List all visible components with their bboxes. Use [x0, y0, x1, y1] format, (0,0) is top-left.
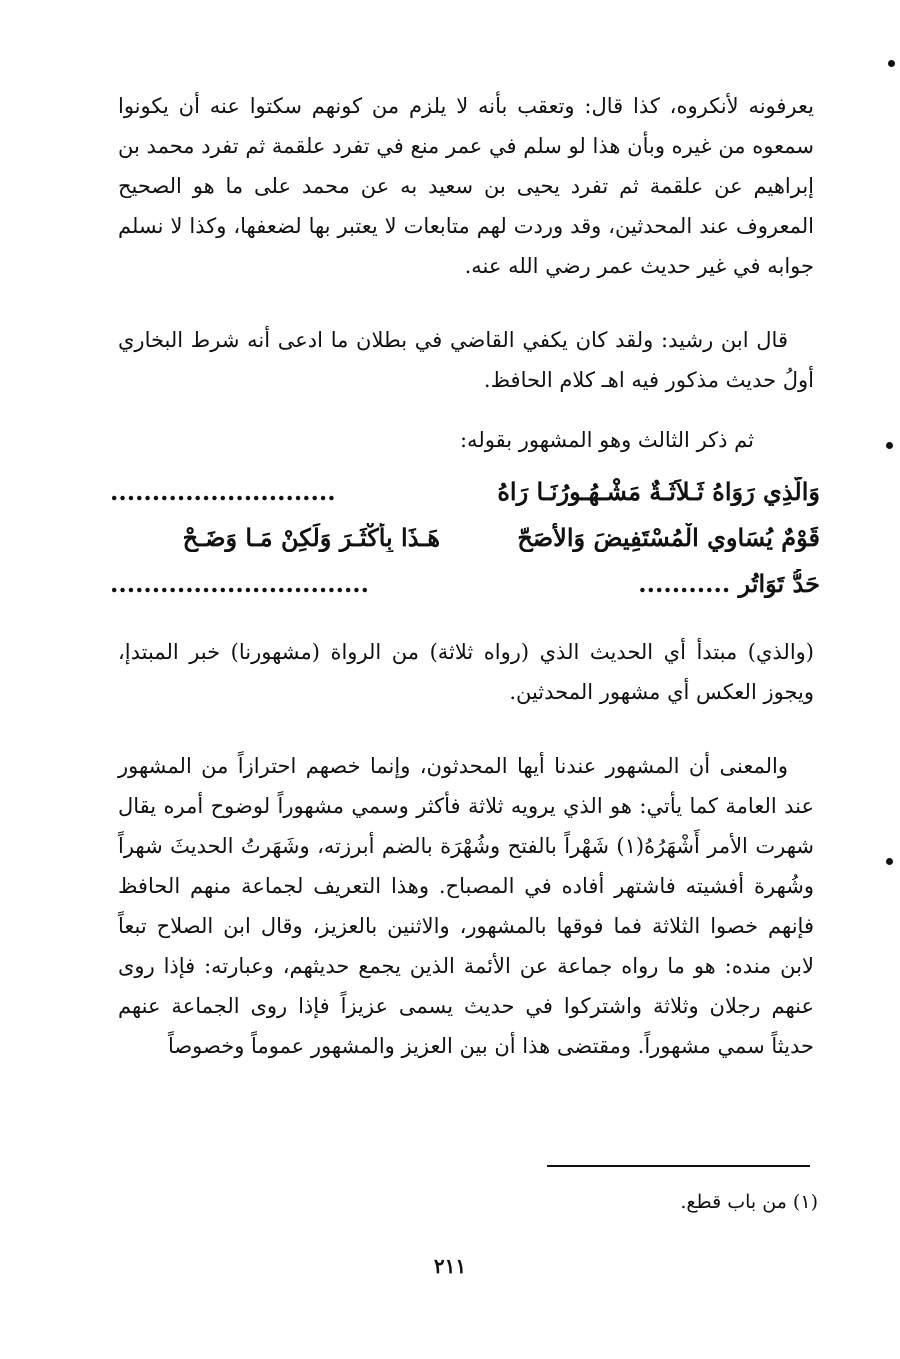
- verse-line-1: [110, 468, 820, 514]
- footnote: (١) من باب قطع.: [680, 1191, 818, 1213]
- verse-line-2-second-hemistich: هَـذَا بِأَكْثَـرَ وَلَكِنْ مَـا وَضَـحْ: [182, 522, 440, 552]
- verse-line-3-first-hemistich: حَدُّ تَوَاتُرٍ ...........: [638, 568, 820, 598]
- verse-block: [110, 468, 820, 606]
- paragraph-mashhur-definition: والمعنى أن المشهور عندنا أيها المحدثون، وإنما خصهم احترازاً من المشهور عند العامة كما يأتي: هو الذي يرويه ثلاثة فأكثر وسمي مشهوراً لوضوح أمره يقال شهرت الأمر أَشْهَرُهُ(١) شَهْراً بالفتح وشُهْرَة بالضم أبرزته، وشَهَرتُ الحديثَ شهراً وشُهرة أفشيته فاشتهر أفاده في المصباح. وهذا التعريف لجماعة منهم الحافظ فإنهم خصوا الثلاثة فما فوقها بالمشهور، والاثنين بالعزيز، وقال ابن الصلاح تبعاً لابن منده: هو ما رواه جماعة عن الأئمة الذين يجمع حديثهم، وعبارته: فإذا روى عنهم رجلان وثلاثة واشتركوا في حديث يسمى عزيزاً فإذا روى الجماعة عنهم حديثاً سمي مشهوراً. ومقتضى هذا أن بين العزيز والمشهور عموماً وخصوصاً: [118, 754, 814, 1058]
- margin-dot-middle: [886, 442, 893, 449]
- page-number: ٢١١: [433, 1254, 467, 1278]
- verse-line-1-first-hemistich: وَالَّذِي رَوَاهُ ثَـلاَثَـةٌ مَشْـهُـورُنَـا رَاهُ: [497, 476, 820, 506]
- footnote-divider: [547, 1165, 810, 1167]
- paragraph-ibn-rushayd: قال ابن رشيد: ولقد كان يكفي القاضي في بطلان ما ادعى أنه شرط البخاري أولُ حديث مذكور فيه اهـ كلام الحافظ.: [118, 328, 814, 392]
- verse-line-2-first-hemistich: قَوْمٌ يُسَاوِي الْمُسْتَفِيضَ وَالأَصَحّ: [517, 522, 820, 552]
- verse-line-3-second-hemistich: ...............................: [110, 568, 370, 598]
- margin-dot-lower: [886, 858, 893, 865]
- paragraph-third-intro: ثم ذكر الثالث وهو المشهور بقوله:: [459, 428, 754, 452]
- verse-line-3: [110, 560, 820, 606]
- paragraph-verse-explanation: (والذي) مبتدأ أي الحديث الذي (رواه ثلاثة) من الرواة (مشهورنا) خبر المبتدإ، ويجوز العكس أي مشهور المحدثين.: [118, 640, 814, 704]
- verse-line-2: [110, 514, 820, 560]
- verse-line-1-second-hemistich: ...........................: [110, 476, 336, 506]
- paragraph-commentary-1: يعرفونه لأنكروه، كذا قال: وتعقب بأنه لا يلزم من كونهم سكتوا عنه أن يكونوا سمعوه من غيره وبأن هذا لو سلم في عمر منع في تفرد علقمة ثم تفرد محمد بن إبراهيم عن علقمة ثم تفرد يحيى بن سعيد به عن محمد على ما هو الصحيح المعروف عند المحدثين، وقد وردت لهم متابعات لا يعتبر بها لضعفها، وكذا لا نسلم جوابه في غير حديث عمر رضي الله عنه.: [118, 94, 814, 278]
- margin-dot-top: [888, 60, 895, 67]
